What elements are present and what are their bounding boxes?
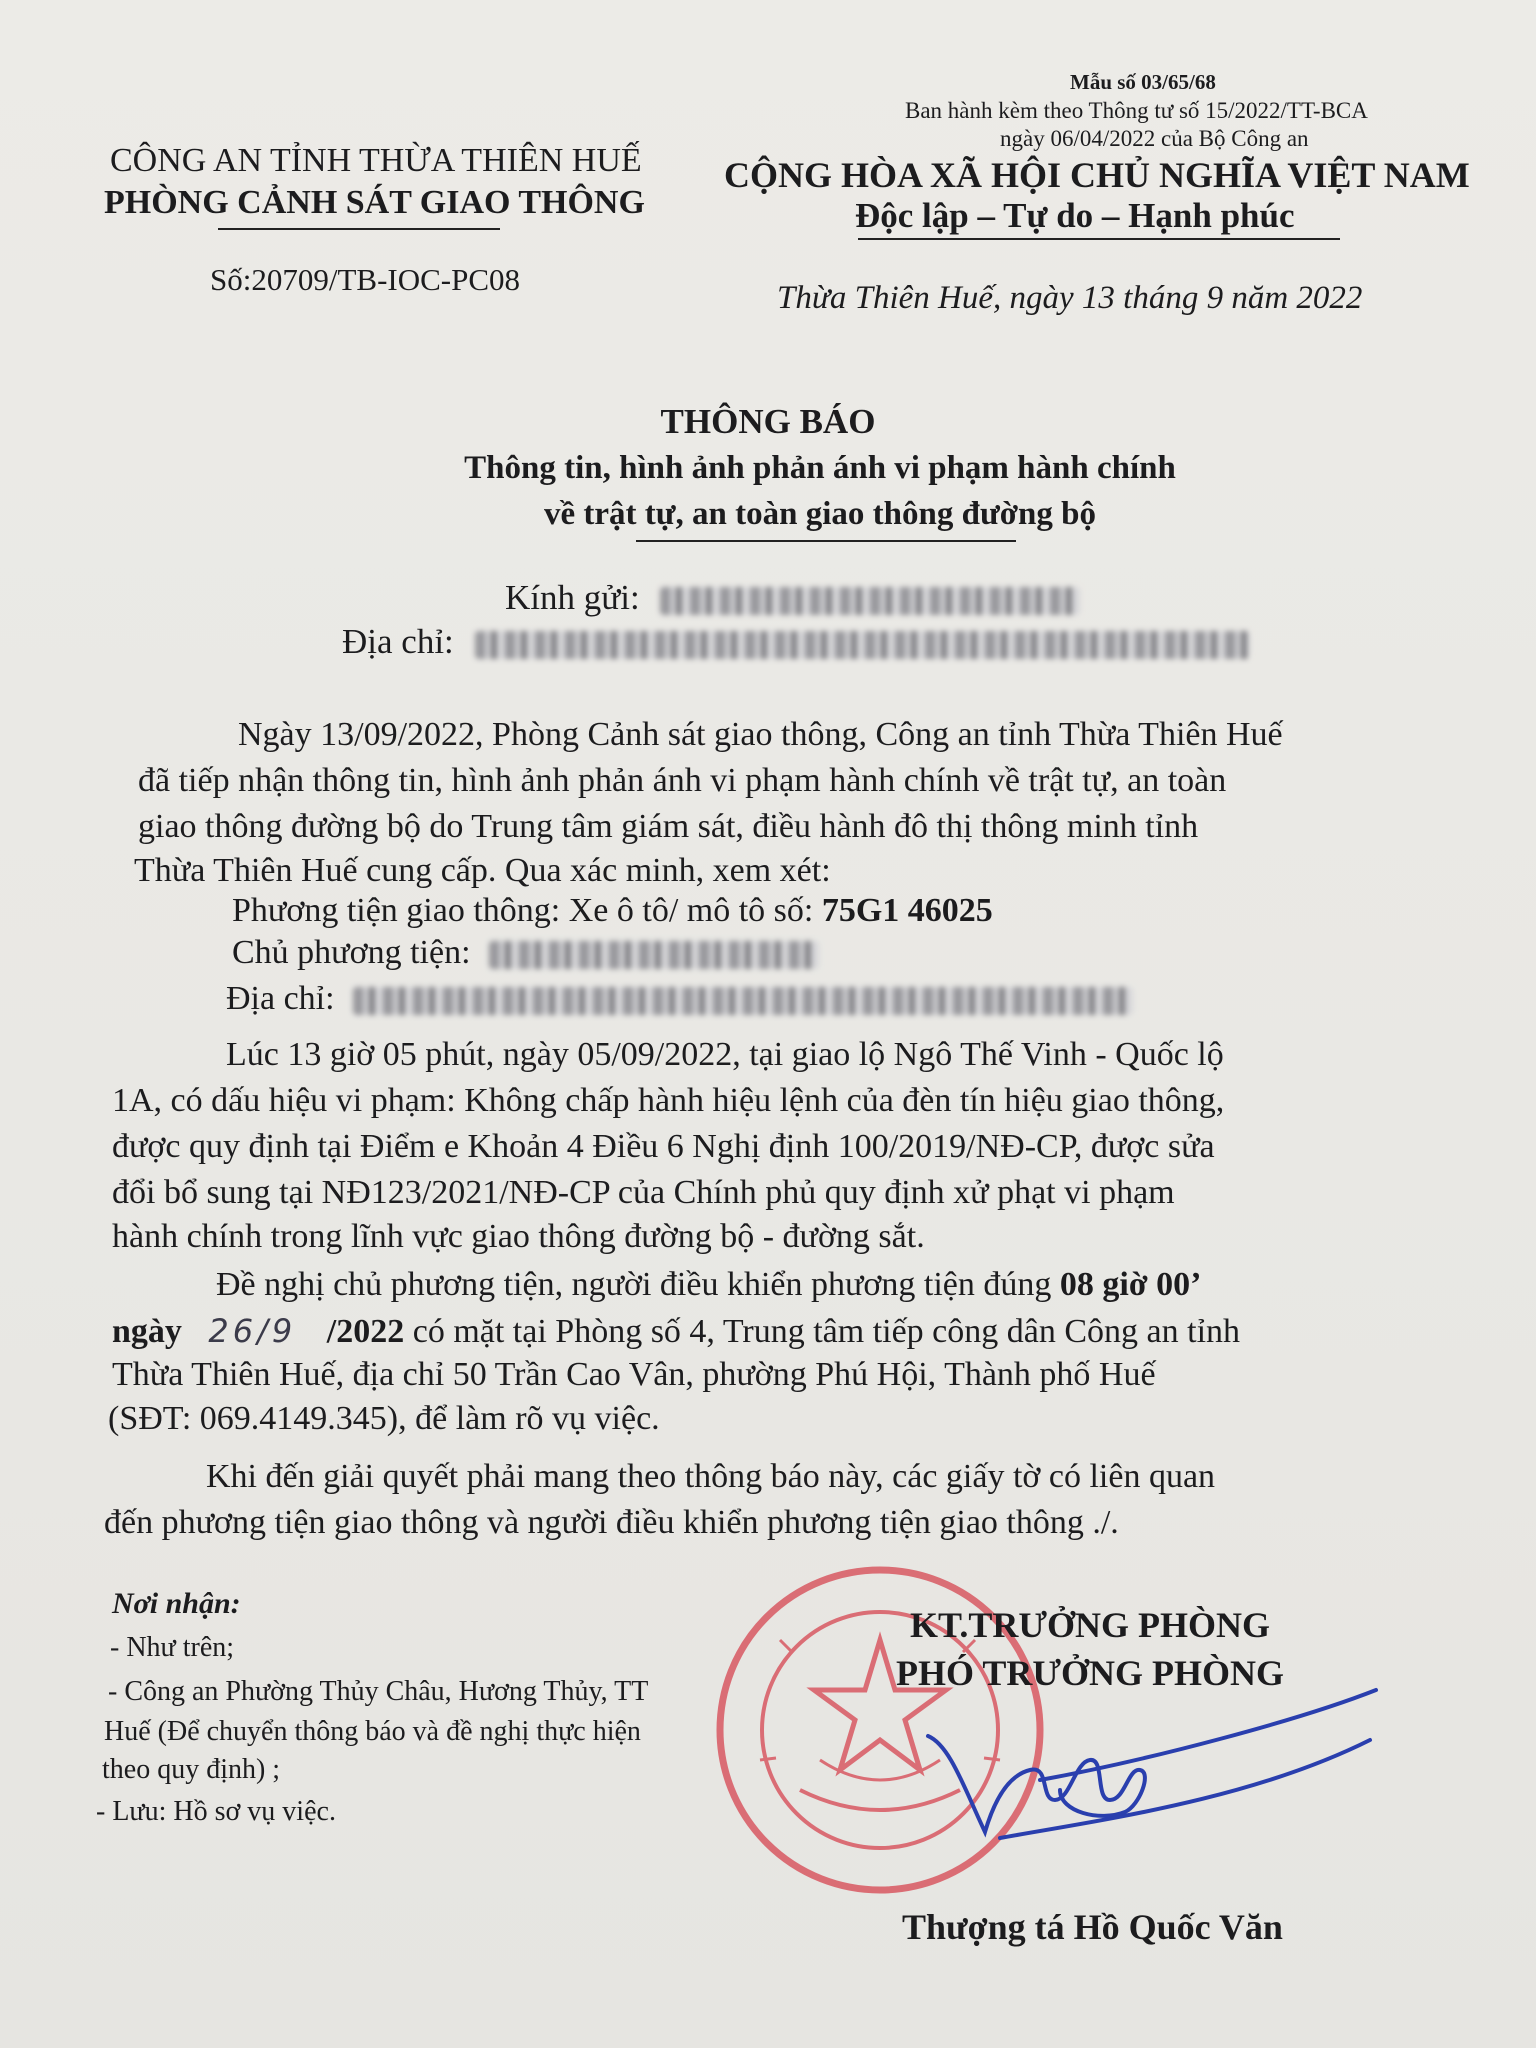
form-issued-line1: Ban hành kèm theo Thông tư số 15/2022/TT-BCA (905, 98, 1368, 123)
para3-line2-text: có mặt tại Phòng số 4, Trung tâm tiếp công dân Công an tỉnh (412, 1313, 1241, 1350)
para3-line3: Thừa Thiên Huế, địa chỉ 50 Trần Cao Vân, phường Phú Hội, Thành phố Huế (112, 1356, 1156, 1393)
para2-line5: hành chính trong lĩnh vực giao thông đường bộ - đường sắt. (112, 1218, 925, 1255)
recipient-item-2-line3: theo quy định) ; (102, 1754, 281, 1785)
address-label: Địa chỉ: (342, 622, 454, 661)
para2-line3: được quy định tại Điểm e Khoản 4 Điều 6 Nghị định 100/2019/NĐ-CP, được sửa (112, 1128, 1215, 1165)
para4-line1: Khi đến giải quyết phải mang theo thông báo này, các giấy tờ có liên quan (206, 1458, 1216, 1495)
notice-title: THÔNG BÁO (660, 402, 876, 441)
recipient-label: Kính gửi: (505, 578, 640, 617)
nation-title: CỘNG HÒA XÃ HỘI CHỦ NGHĨA VIỆT NAM (724, 155, 1470, 195)
department-name: PHÒNG CẢNH SÁT GIAO THÔNG (104, 184, 645, 221)
para1-line1: Ngày 13/09/2022, Phòng Cảnh sát giao thông, Công an tỉnh Thừa Thiên Huế (238, 716, 1283, 753)
para1-line4: Thừa Thiên Huế cung cấp. Qua xác minh, xem xét: (134, 852, 831, 889)
para3-line1-text: Đề nghị chủ phương tiện, người điều khiển phương tiện đúng (216, 1266, 1052, 1303)
para2-line2: 1A, có dấu hiệu vi phạm: Không chấp hành hiệu lệnh của đèn tín hiệu giao thông, (112, 1082, 1225, 1119)
signer-name: Thượng tá Hồ Quốc Văn (902, 1907, 1283, 1947)
owner-address-label: Địa chỉ: (226, 980, 335, 1017)
para3-line4: (SĐT: 069.4149.345), để làm rõ vụ việc. (108, 1400, 660, 1437)
vehicle-plate: 75G1 46025 (821, 892, 993, 929)
form-issued-line2: ngày 06/04/2022 của Bộ Công an (1000, 126, 1309, 151)
nation-motto: Độc lập – Tự do – Hạnh phúc (855, 196, 1295, 235)
para2-line1: Lúc 13 giờ 05 phút, ngày 05/09/2022, tại giao lộ Ngô Thế Vinh - Quốc lộ (226, 1036, 1224, 1073)
owner-label: Chủ phương tiện: (232, 934, 471, 971)
recipients-heading: Nơi nhận: (112, 1587, 241, 1620)
recipient-item-1: - Như trên; (110, 1632, 235, 1663)
date-label: ngày (112, 1313, 182, 1350)
para1-line2: đã tiếp nhận thông tin, hình ảnh phản ánh vi phạm hành chính về trật tự, an toàn (138, 762, 1227, 799)
recipient-item-2-line2: Huế (Để chuyển thông báo và đề nghị thực hiện (104, 1716, 641, 1747)
signature-title-2: PHÓ TRƯỞNG PHÒNG (896, 1653, 1285, 1693)
notice-subtitle-1: Thông tin, hình ảnh phản ánh vi phạm hành chính (464, 450, 1176, 486)
document-number: Số:20709/TB-IOC-PC08 (210, 262, 521, 297)
para1-line3: giao thông đường bộ do Trung tâm giám sát, điều hành đô thị thông minh tỉnh (138, 808, 1199, 845)
appointment-year: /2022 (326, 1313, 405, 1350)
form-number: Mẫu số 03/65/68 (1070, 70, 1216, 94)
place-date: Thừa Thiên Huế, ngày 13 tháng 9 năm 2022 (777, 280, 1363, 316)
para4-line2: đến phương tiện giao thông và người điều khiển phương tiện giao thông ./. (104, 1504, 1119, 1541)
recipient-item-3: - Lưu: Hồ sơ vụ việc. (96, 1796, 336, 1827)
para2-line4: đổi bổ sung tại NĐ123/2021/NĐ-CP của Chính phủ quy định xử phạt vi phạm (112, 1174, 1175, 1211)
agency-name: CÔNG AN TỈNH THỪA THIÊN HUẾ (110, 142, 642, 179)
appointment-time: 08 giờ 00’ (1059, 1266, 1202, 1303)
signature-title-1: KT.TRƯỞNG PHÒNG (910, 1605, 1270, 1645)
recipient-item-2-line1: - Công an Phường Thủy Châu, Hương Thủy, TT (108, 1676, 649, 1707)
vehicle-label: Phương tiện giao thông: Xe ô tô/ mô tô số: (232, 892, 814, 929)
handwritten-date: 26/9 (208, 1312, 297, 1350)
notice-subtitle-2: về trật tự, an toàn giao thông đường bộ (543, 496, 1096, 532)
